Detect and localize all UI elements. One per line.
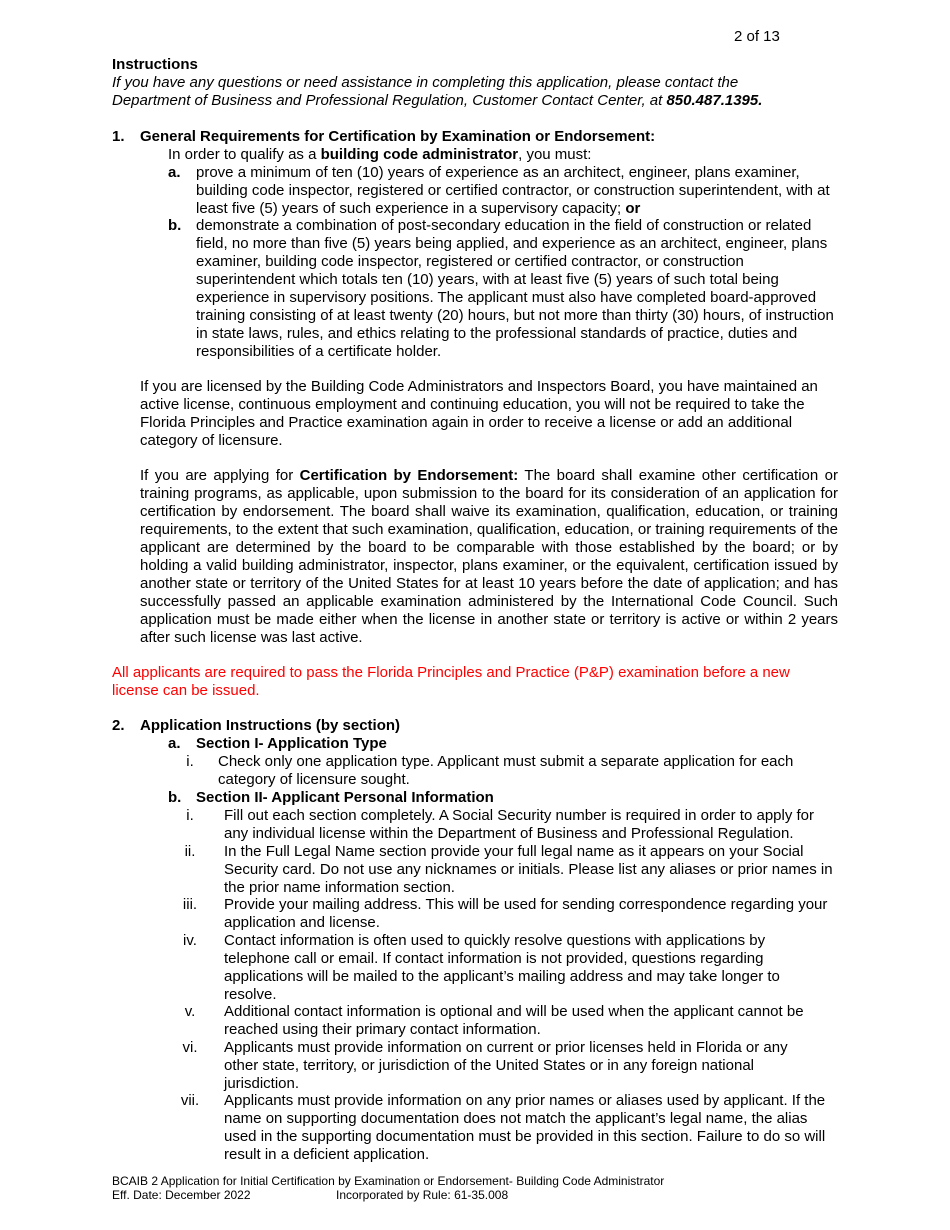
b-item-4-text: Contact information is often used to quickly resolve questions with applications by telephone call or email. If contact information is not provided, questions regarding applications will be mailed to the applicant’s mailing address and may take longer to resolve. <box>224 932 780 1003</box>
section-1-intro <box>168 146 591 164</box>
endorse-bold: Certification by Endorsement: <box>299 467 519 484</box>
b-item-6-num: vi. <box>182 1039 198 1056</box>
page-number: 2 of 13 <box>734 28 780 45</box>
intro-suffix: , you must: <box>518 146 592 163</box>
section-1-heading: General Requirements for Certification by Examination or Endorsement: <box>140 128 656 145</box>
section-2b-heading: Section II- Applicant Personal Information <box>196 789 494 806</box>
b-item-5-text: Additional contact information is optional and will be used when the applicant cannot be reached using their primary contact information. <box>224 1003 804 1038</box>
b-item-2-num: ii. <box>184 843 196 860</box>
section-2-heading: Application Instructions (by section) <box>140 717 401 734</box>
intro-bold: building code administrator <box>320 146 519 163</box>
b-item-2-text: In the Full Legal Name section provide your full legal name as it appears on your Social Security card. Do not use any nicknames or initials. Please list any aliases or prior names in the prior name information section. <box>224 843 833 896</box>
red-notice: All applicants are required to pass the Florida Principles and Practice (P&P) examination before a new license can be issued. <box>112 664 790 699</box>
b-item-1-text: Fill out each section completely. A Social Security number is required in order to apply for any individual license within the Department of Business and Professional Regulation. <box>224 807 815 842</box>
b-item-6-text: Applicants must provide information on current or prior licenses held in Florida or any other state, territory, or jurisdiction of the United States or in any foreign national jurisdiction. <box>224 1039 788 1092</box>
instructions-body <box>112 74 812 110</box>
b-item-3-text: Provide your mailing address. This will be used for sending correspondence regarding your application and license. <box>224 896 828 931</box>
a-item-1-num: i. <box>186 753 194 770</box>
item-a-or: or <box>625 200 641 217</box>
section-2b-label: b. <box>168 789 182 806</box>
item-b-label: b. <box>168 217 182 234</box>
footer-form-title: BCAIB 2 Application for Initial Certification by Examination or Endorsement- Building Code Administrator <box>112 1174 665 1188</box>
b-item-7-num: vii. <box>180 1092 200 1109</box>
licensed-paragraph: If you are licensed by the Building Code Administrators and Inspectors Board, you have maintained an active license, continuous employment and continuing education, you will not be required to take the Florida Principles and Practice examination again in order to receive a license or add an additional category of licensure. <box>140 378 818 449</box>
a-item-1-text <box>218 753 830 789</box>
endorsement-paragraph <box>140 467 838 647</box>
endorse-text: The board shall examine other certification or training programs, as applicable, upon submission to the board for its consideration of an application for certification by endorsement. The board shall waive its examination, qualification, education, or training requirements, to the extent that such examination, qualification, education, or training requirements of the applicant are determined by the board to be comparable with those established by the board; or by holding a valid building administrator, inspector, plans examiner, or the equivalent, certification issued by another state or territory of the United States for at least 10 years before the date of application; and has successfully passed an applicable examination administered by the International Code Council. Such application must be made either when the license in another state or territory is active or within 2 years after such license was last active. <box>140 467 838 646</box>
b-item-7-text: Applicants must provide information on any prior names or aliases used by applicant. If the name on supporting documentation does not match the applicant’s legal name, the alias used in the supporting documentation must be provided in this section. Failure to do so will result in a deficient application. <box>224 1092 826 1163</box>
instructions-text: If you have any questions or need assistance in completing this application, please contact the Department of Business and Professional Regulation, Customer Contact Center, at <box>112 74 739 109</box>
section-2-number: 2. <box>112 717 125 734</box>
item-a-label: a. <box>168 164 181 181</box>
section-2a-label: a. <box>168 735 181 752</box>
endorse-prefix: If you are applying for <box>140 467 300 484</box>
contact-phone: 850.487.1395. <box>666 92 763 109</box>
b-item-4-num: iv. <box>183 932 197 949</box>
item-a-body: prove a minimum of ten (10) years of experience as an architect, engineer, plans examiner, building code inspector, registered or certified contractor, or construction superintendent, with at least five (5) years of such experience in a supervisory capacity; <box>196 164 830 217</box>
a-item-1-body: Check only one application type. Applicant must submit a separate application for each category of licensure sought. <box>218 753 794 788</box>
footer-rule: Incorporated by Rule: 61-35.008 <box>336 1188 509 1202</box>
section-2a-heading: Section I- Application Type <box>196 735 387 752</box>
intro-prefix: In order to qualify as a <box>168 146 321 163</box>
section-1-number: 1. <box>112 128 125 145</box>
instructions-title: Instructions <box>112 56 198 73</box>
item-a-text <box>196 164 841 218</box>
item-b-text: demonstrate a combination of post-secondary education in the field of construction or related field, no more than five (5) years being applied, and experience as an architect, engineer, plans examiner, building code inspector, registered or certified contractor, or construction superintendent which totals ten (10) years, with at least five (5) years of such total being experience in supervisory positions. The applicant must also have completed board-approved training consisting of at least twenty (20) hours, but not more than thirty (30) hours, of instruction in state laws, rules, and ethics relating to the professional standards of practice, duties and responsibilities of a certificate holder. <box>196 217 834 360</box>
b-item-1-num: i. <box>186 807 194 824</box>
b-item-3-num: iii. <box>182 896 198 913</box>
b-item-5-num: v. <box>184 1003 196 1020</box>
footer-eff-date: Eff. Date: December 2022 <box>112 1188 251 1202</box>
